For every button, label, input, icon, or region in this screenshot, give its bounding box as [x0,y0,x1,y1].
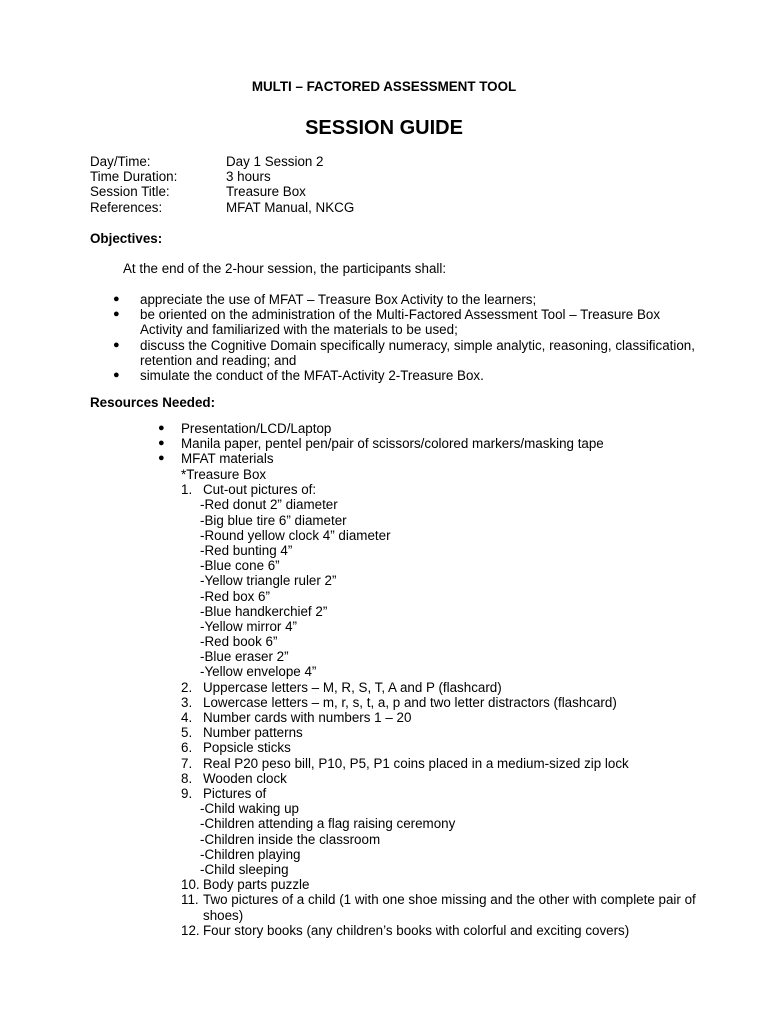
numbered-item [181,786,721,801]
item-number: 4. [181,710,193,726]
sub-item: -Red box 6” [200,588,270,604]
meta-value: MFAT Manual, NKCG [226,199,355,215]
bullet-icon: ● [113,338,120,351]
bullet-icon: ● [158,437,165,450]
meta-label: Session Title: [90,184,170,200]
objective-text: appreciate the use of MFAT – Treasure Box Activity to the learners; [140,292,537,307]
session-meta [90,154,354,215]
sub-item: -Child sleeping [200,862,289,878]
mfat-materials [181,467,721,938]
item-number: 11. [181,892,199,908]
objectives-heading: Objectives: [90,231,163,246]
meta-label: Time Duration: [90,169,178,185]
sub-item: -Children attending a flag raising ceremony [200,816,456,832]
numbered-item [181,710,721,725]
sub-item: -Children playing [200,846,301,862]
list-item [158,451,718,466]
meta-row-daytime [90,154,354,169]
item-text: Uppercase letters – M, R, S, T, A and P (flashcard) [203,679,502,695]
sub-item: -Round yellow clock 4” diameter [200,527,391,543]
bullet-icon: ● [158,422,165,434]
meta-row-references [90,200,354,215]
item-text: Popsicle sticks [203,740,291,756]
item-number: 5. [181,725,193,741]
bullet-icon: ● [113,293,120,305]
item-text: Wooden clock [203,770,287,786]
objective-text: discuss the Cognitive Domain specifically numeracy, simple analytic, reasoning, classification, retention and reading; and [140,337,695,368]
resources-list [158,421,718,467]
numbered-item [181,771,721,786]
sub-item: -Yellow envelope 4” [200,664,317,680]
item-text: Four story books (any children’s books with colorful and exciting covers) [203,922,630,938]
meta-value: 3 hours [226,169,271,185]
item-number: 2. [181,679,193,695]
sub-item: -Blue handkerchief 2” [200,603,328,619]
item-number: 3. [181,694,193,710]
numbered-item [181,740,721,755]
resource-text: Manila paper, pentel pen/pair of scissors/colored markers/masking tape [181,436,604,452]
resource-text: MFAT materials [181,451,274,467]
list-item [113,338,703,368]
list-item [113,307,703,337]
objectives-list [113,292,703,383]
numbered-item [181,877,721,892]
item-text: Real P20 peso bill, P10, P5, P1 coins placed in a medium-sized zip lock [203,755,629,771]
item-number: 6. [181,740,193,756]
item-number: 10. [181,877,200,893]
sub-item: -Blue cone 6” [200,558,280,574]
list-item [158,421,718,436]
sub-item: -Children inside the classroom [200,831,381,847]
objectives-intro: At the end of the 2-hour session, the participants shall: [123,261,447,276]
item-text: Cut-out pictures of: [203,482,317,498]
sub-item: -Red bunting 4” [200,542,293,558]
sub-item: -Red donut 2” diameter [200,497,338,513]
bullet-icon: ● [113,369,120,382]
meta-value: Day 1 Session 2 [226,154,324,169]
document-kicker: MULTI – FACTORED ASSESSMENT TOOL [251,79,517,94]
bullet-icon: ● [158,452,165,465]
meta-label: References: [90,199,163,215]
item-number: 9. [181,786,193,802]
numbered-item [181,680,721,695]
sub-item: -Big blue tire 6” diameter [200,512,347,528]
sub-item: -Yellow triangle ruler 2” [200,573,337,589]
item-text: Number patterns [203,725,303,741]
item-text: Two pictures of a child (1 with one shoe missing and the other with complete pair of shoes) [203,892,696,923]
sub-item: -Yellow mirror 4” [200,618,297,634]
page-title: SESSION GUIDE [305,117,463,139]
meta-row-title [90,184,354,199]
item-number: 12. [181,922,200,938]
list-item [113,292,703,307]
list-item [158,436,718,451]
sub-item: -Child waking up [200,801,299,817]
resource-text: Presentation/LCD/Laptop [181,421,332,436]
sub-item: -Red book 6” [200,634,278,650]
treasure-box-subheading: *Treasure Box [181,467,267,482]
item-text: Body parts puzzle [203,877,310,893]
numbered-item [181,695,721,710]
meta-value: Treasure Box [226,184,306,200]
numbered-item [181,923,721,938]
item-text: Lowercase letters – m, r, s, t, a, p and two letter distractors (flashcard) [203,694,617,710]
item-number: 1. [181,482,193,498]
list-item [113,368,703,383]
bullet-icon: ● [113,308,120,321]
numbered-item [181,725,721,740]
numbered-item [181,756,721,771]
resources-heading: Resources Needed: [90,395,216,410]
meta-label: Day/Time: [90,154,151,169]
numbered-item [181,892,721,922]
item-number: 8. [181,770,193,786]
item-text: Number cards with numbers 1 – 20 [203,710,412,726]
objective-text: be oriented on the administration of the Multi-Factored Assessment Tool – Treasure Box Activity and familiarized with the materials to be used; [140,307,661,338]
sub-item: -Blue eraser 2” [200,649,289,665]
item-number: 7. [181,755,193,771]
objective-text: simulate the conduct of the MFAT-Activity 2-Treasure Box. [140,368,484,384]
item-text: Pictures of [203,786,267,802]
numbered-item [181,482,721,497]
meta-row-duration [90,169,354,184]
